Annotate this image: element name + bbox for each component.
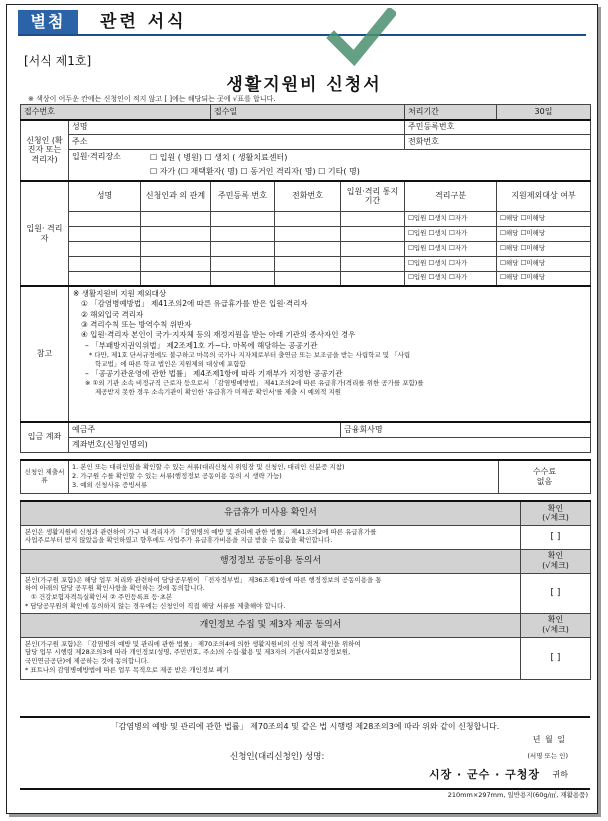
paper-note: 210mm×297mm, 일반용지(60g/㎡, 재활용품) <box>447 791 588 799</box>
reference-body <box>69 286 591 422</box>
signature-label[interactable]: 신청인(대리신청인) 성명: <box>230 752 325 762</box>
iso-options[interactable]: ☐입원 ☐생치 ☐자가 <box>405 211 497 226</box>
table-row <box>21 211 591 226</box>
ref-line: ④ 입원·격리자 본인이 국가·지자체 등의 재정지원을 받는 아래 기관의 종사자인 경우 <box>81 330 356 340</box>
iso-options[interactable]: ☐입원 ☐생치 ☐자가 <box>405 241 497 256</box>
ref-line: 제공받지 못한 경우 소속기관이 확인한 '유급휴가 미제공 확인서'를 제출 시 예외적 지원 <box>95 388 342 397</box>
addressee: 시장 · 군수 · 구청장 <box>428 768 540 781</box>
table-row <box>21 256 591 271</box>
sec-title-privacy: 개인정보 수집 및 제3자 제공 동의서 <box>21 613 521 637</box>
form-note: ※ 색상이 어두운 칸에는 신청인이 적지 않고 [ ]에는 해당되는 곳에 √표를 합니다. <box>28 95 276 103</box>
declaration-text: 「감염병의 예방 및 관리에 관한 법률」 제70조의4 및 같은 법 시행령 제28조의3에 따라 위와 같이 신청합니다. <box>20 716 590 732</box>
exclude-options[interactable]: ☐해당 ☐미해당 <box>497 226 591 241</box>
documents-section-label: 신청인 제출서류 <box>21 460 69 494</box>
ref-line: * 다만, 제1호 단서규정에도 불구하고 마목의 국가나 지자체로부터 출연금 또는 보조금을 받는 사립학교 및 「사립 <box>89 351 411 360</box>
iso-options[interactable]: ☐입원 ☐생치 ☐자가 <box>405 256 497 271</box>
sec-body-admin-info: 본인(가구원 포함)은 해당 업무 처리와 관련하여 담당공무원이 「전자정부법」 제36조제1항에 따른 행정정보의 공동이용을 통 하여 아래의 담당 공무원 확인사항을 확인하는 것에 동의합니다. ① 건강보험자격득실확인서 ② 주민등록표 등·초본 * 담당공무원의 확인에 동의하지 않는 경우에는 신청인이 직접 해당 서류를 제출해야 합니다. <box>21 573 521 613</box>
application-sheet <box>20 104 590 680</box>
col-relation: 신청인과 의 관계 <box>141 181 211 211</box>
ref-line: – 「공공기관운영에 관한 법률」 제4조제1항에 따라 기재부가 지정한 공공기관 <box>85 369 343 378</box>
fee-value: 없음 <box>536 476 553 486</box>
documents-list <box>69 460 499 494</box>
consent-table <box>20 500 591 680</box>
exclude-options[interactable]: ☐해당 ☐미해당 <box>497 211 591 226</box>
account-number-field[interactable]: 계좌번호(신청인명의) <box>69 437 591 452</box>
exclude-options[interactable]: ☐해당 ☐미해당 <box>497 271 591 286</box>
header-bar <box>18 10 586 36</box>
col-name: 성명 <box>69 181 141 211</box>
place-label: 입원·격리장소 <box>72 152 121 161</box>
applicant-name-field[interactable]: 성명 <box>69 120 405 135</box>
document-item: 1. 본인 또는 대리인임을 확인할 수 있는 서류(대리신청시 위임장 및 신청인, 대리인 신분증 지참) <box>72 462 345 471</box>
document-item: 3. 예외 신청사유 증빙서류 <box>72 481 148 490</box>
ref-line: ※ 생활지원비 지원 제외대상 <box>73 289 167 298</box>
applicant-phone-field[interactable]: 전화번호 <box>405 135 591 150</box>
receipt-no-label: 접수번호 <box>21 105 211 120</box>
period-label: 처리기간 <box>405 105 497 120</box>
sec-title-paid-leave: 유급휴가 미사용 확인서 <box>21 501 521 525</box>
confirm-header: 확인 (√체크) <box>521 549 591 573</box>
inpatient-section-label: 입원· 격리자 <box>21 181 69 286</box>
ref-line: 학교법」에 따른 학교 법인은 지원제외 대상에 포함함 <box>95 360 246 369</box>
iso-options[interactable]: ☐입원 ☐생치 ☐자가 <box>405 226 497 241</box>
applicant-address-field[interactable]: 주소 <box>69 135 405 150</box>
col-rrn: 주민등록 번호 <box>211 181 275 211</box>
ref-line: ※ ①외 기관 소속 비정규직 근로자 등으로서 「감염병예방법」 제41조의2에 따른 유급휴가(격리를 위한 공가를 포함)를 <box>85 379 424 388</box>
receipt-date-label: 접수일 <box>211 105 405 120</box>
document-item: 2. 가구원 수를 확인할 수 있는 서류(행정정보 공동이용 동의 시 생략 가능) <box>72 472 282 481</box>
sec-body-privacy: 본인(가구원 포함)은 「감염병의 예방 및 관리에 관한 법률」 제70조의4에 의한 생활지원비의 신청 적격 확인을 위하여 담당 업무 시행령 제28조의3에 따라 개인정보(성명, 주민번호, 주소)의 수집·활용 및 제3자의 기관(사회보장정보원, 국민연금공단)에 제공하는 것에 동의합니다. * 표트나의 감염병예방법에 따른 업무 목적으로 제공 받은 개인정보 폐기 <box>21 637 521 679</box>
ref-line: ② 해외입국 격리자 <box>81 309 144 319</box>
iso-options[interactable]: ☐입원 ☐생치 ☐자가 <box>405 271 497 286</box>
table-row <box>21 241 591 256</box>
ref-line: ① 「감염병예방법」 제41조의2에 따른 유급휴가를 받은 입원·격리자 <box>81 299 308 309</box>
table-row <box>21 226 591 241</box>
col-iso-type: 격리구분 <box>405 181 497 211</box>
confirm-header: 확인 (√체크) <box>521 501 591 525</box>
applicant-section-label: 신청인 (확진자 또는 격리자) <box>21 120 69 182</box>
col-exclude: 지원제외대상 여부 <box>497 181 591 211</box>
exclude-options[interactable]: ☐해당 ☐미해당 <box>497 256 591 271</box>
form-number: [서식 제1호] <box>24 54 92 68</box>
account-bank-field[interactable]: 금융회사명 <box>341 422 591 437</box>
col-period: 입원·격리 통지기간 <box>341 181 405 211</box>
fee-label: 수수료 <box>532 467 557 477</box>
attachment-badge: 별첨 <box>18 10 78 34</box>
col-phone: 전화번호 <box>275 181 341 211</box>
signature-note: (서명 또는 인) <box>527 752 568 760</box>
sec-body-paid-leave: 본인은 생활지원비 신청과 관련하여 가구 내 격리자가 「감염병의 예방 및 관리에 관한 법률」 제41조의2에 따른 유급휴가를 사업주로부터 받지 않았음을 확인하였고 향후에도 사업주가 유급휴가비용을 지급 받을 수 없음을 확인합니다. <box>21 525 521 549</box>
period-value: 30일 <box>497 105 591 120</box>
ref-line: ③ 격리수칙 또는 방역수칙 위반자 <box>81 320 192 330</box>
reference-section-label: 참고 <box>21 286 69 422</box>
declaration-date[interactable]: 년 월 일 <box>532 735 566 744</box>
header-title: 관련 서식 <box>100 12 187 32</box>
main-table <box>20 104 591 453</box>
place-line-1[interactable]: ☐ 입원 ( 병원) ☐ 생치 ( 생활치료센터) <box>150 153 288 162</box>
form-title: 생활지원비 신청서 <box>226 75 382 95</box>
table-row <box>21 271 591 286</box>
checkmark-icon <box>326 8 396 68</box>
documents-table <box>20 459 591 495</box>
applicant-rrn-field[interactable]: 주민등록번호 <box>405 120 591 135</box>
honorific: 귀하 <box>552 770 568 779</box>
confirm-checkbox-paid-leave[interactable]: [ ] <box>521 525 591 549</box>
confirm-header: 확인 (√체크) <box>521 613 591 637</box>
account-holder-field[interactable]: 예금주 <box>69 422 341 437</box>
ref-line: – 「부패방지권익위법」 제2조제1호 가~다. 마목에 해당하는 공공기관 <box>85 340 318 350</box>
confirm-checkbox-privacy[interactable]: [ ] <box>521 637 591 679</box>
sec-title-admin-info: 행정정보 공동이용 동의서 <box>21 549 521 573</box>
fee-cell <box>499 460 591 494</box>
exclude-options[interactable]: ☐해당 ☐미해당 <box>497 241 591 256</box>
place-line-2[interactable]: ☐ 자가 (☐ 재택환자( 명) ☐ 동거인 격리자( 명) ☐ 기타( 명) <box>150 167 360 176</box>
place-cell <box>69 150 591 182</box>
account-section-label: 입금 계좌 <box>21 422 69 452</box>
confirm-checkbox-admin-info[interactable]: [ ] <box>521 573 591 613</box>
